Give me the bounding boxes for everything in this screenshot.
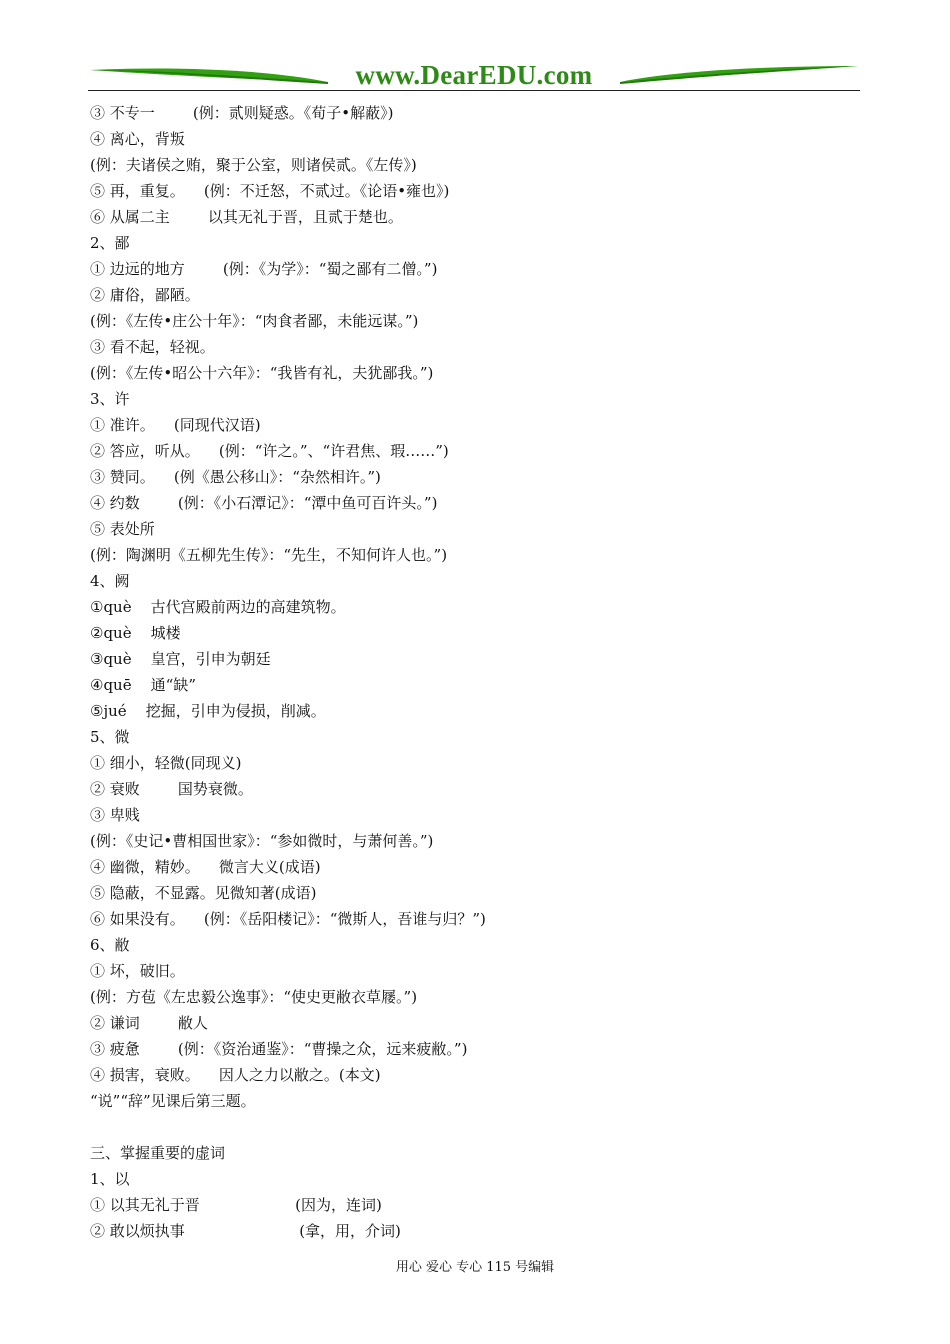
blank-line [90,1114,870,1140]
text-line: ② 答应，听从。 (例：“许之。”、“许君焦、瑕……”) [90,442,449,460]
site-header-banner [88,58,860,94]
text-line: (例：《史记•曹相国世家》：“参如微时，与萧何善。”) [90,832,434,850]
text-line: (例：夫诸侯之贿，聚于公室，则诸侯贰。《左传》) [90,156,417,174]
text-line: ② 敢以烦执事 (拿，用，介词) [90,1222,401,1240]
text-line: ③ 赞同。 (例《愚公移山》：“杂然相许。”) [90,468,381,486]
text-line: 3、许 [90,390,130,408]
text-line: ③ 不专一 (例：贰则疑惑。《荀子•解蔽》) [90,104,394,122]
text-line: 4、阙 [90,572,130,590]
text-line: ⑥ 如果没有。 (例：《岳阳楼记》：“微斯人，吾谁与归？”) [90,910,486,928]
text-line: ① 细小，轻微(同现义) [90,754,242,772]
text-line: ④quē 通“缺” [90,676,196,694]
text-line: 6、敝 [90,936,130,954]
text-line: ⑤ 再，重复。 (例：不迁怒，不贰过。《论语•雍也》) [90,182,450,200]
text-line: ③què 皇宫，引申为朝廷 [90,650,271,668]
page-footer: 用心 爱心 专心 115 号编辑 [395,1260,555,1275]
text-line: ④ 离心，背叛 [90,130,185,148]
text-line: 三、掌握重要的虚词 [90,1144,226,1162]
text-line: ③ 看不起，轻视。 [90,338,215,356]
document-body [90,100,870,1244]
text-line: ⑤jué 挖掘，引申为侵损，削减。 [90,702,326,720]
text-line: ⑥ 从属二主 以其无礼于晋，且贰于楚也。 [90,208,403,226]
text-line: ③ 疲惫 (例：《资治通鉴》：“曹操之众，远来疲敝。”) [90,1040,468,1058]
text-line: ① 坏，破旧。 [90,962,185,980]
site-title: www.DearEDU.com [355,60,593,90]
text-line: ② 谦词 敝人 [90,1014,208,1032]
text-line: ① 以其无礼于晋 (因为，连词) [90,1196,382,1214]
text-line: ④ 损害，衰败。 因人之力以敝之。(本文) [90,1066,381,1084]
text-line: 5、微 [90,728,130,746]
text-line: ④ 幽微，精妙。 微言大义(成语) [90,858,321,876]
text-line: ④ 约数 (例：《小石潭记》：“潭中鱼可百许头。”) [90,494,438,512]
text-line: ① 准许。 (同现代汉语) [90,416,261,434]
text-line: (例：方苞《左忠毅公逸事》：“使史更敝衣草屦。”) [90,988,418,1006]
text-line: ⑤ 表处所 [90,520,155,538]
text-line: ① 边远的地方 (例：《为学》：“蜀之鄙有二僧。”) [90,260,438,278]
text-line: ② 庸俗，鄙陋。 [90,286,200,304]
text-line: 1、以 [90,1170,130,1188]
text-line: ①què 古代宫殿前两边的高建筑物。 [90,598,346,616]
text-line: (例：《左传•昭公十六年》：“我皆有礼，夫犹鄙我。”) [90,364,434,382]
text-line: “说”“辞”见课后第三题。 [90,1092,256,1110]
text-line: ② 衰败 国势衰微。 [90,780,253,798]
text-line: (例：《左传•庄公十年》：“肉食者鄙，未能远谋。”) [90,312,419,330]
text-line: (例：陶渊明《五柳先生传》：“先生，不知何许人也。”) [90,546,448,564]
text-line: ②què 城楼 [90,624,181,642]
text-line: ③ 卑贱 [90,806,140,824]
text-line: ⑤ 隐蔽，不显露。见微知著(成语) [90,884,317,902]
text-line: 2、鄙 [90,234,130,252]
